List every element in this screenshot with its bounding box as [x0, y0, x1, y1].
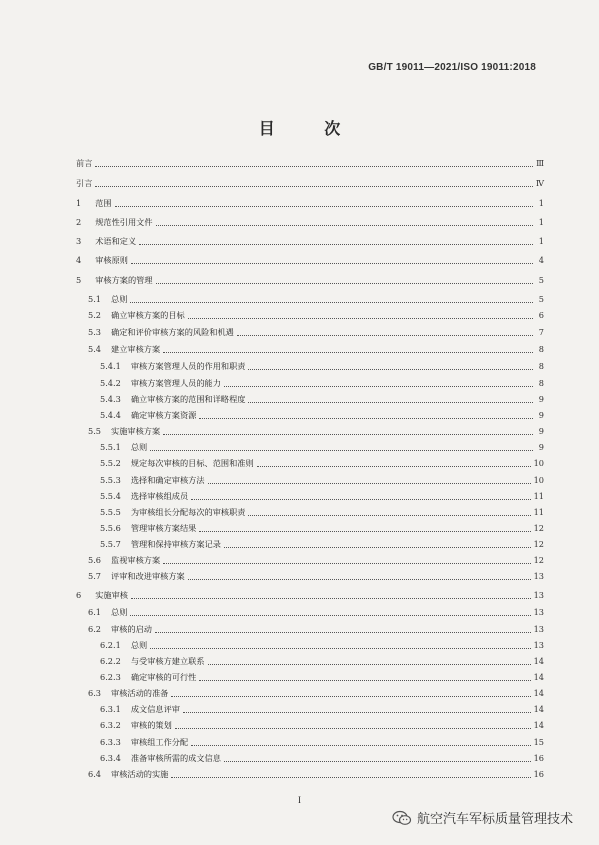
- toc-entry: [100, 454, 544, 472]
- toc-entry-title: 选择和确定审核方法: [130, 474, 205, 485]
- toc-entry-page: 13: [533, 624, 544, 634]
- toc-entry-page: 16: [533, 753, 544, 763]
- toc-entry: [76, 586, 544, 604]
- toc-entry-title: 评审和改进审核方案: [111, 570, 185, 581]
- toc-entry-number: 6.2.2: [100, 656, 121, 666]
- toc-entry: [88, 340, 544, 358]
- toc-entry-number: 6: [76, 590, 82, 600]
- toc-entry-page: 8: [538, 378, 544, 388]
- toc-leader-dots: [156, 217, 533, 226]
- toc-entry-title: 审核的启动: [111, 623, 152, 634]
- toc-entry: [88, 306, 544, 324]
- toc-leader-dots: [224, 539, 531, 548]
- toc-leader-dots: [208, 475, 531, 484]
- toc-entry-number: 6.2.1: [100, 640, 121, 650]
- toc-entry-page: 13: [533, 571, 544, 581]
- toc-entry-page: 1: [538, 217, 544, 227]
- toc-entry-number: 5.7: [88, 571, 102, 581]
- toc-entry-page: 8: [538, 344, 544, 354]
- toc-entry-number: 5.5.1: [100, 442, 121, 452]
- toc-entry-number: 3: [76, 236, 82, 246]
- toc-entry-title: 选择审核组成员: [130, 490, 189, 501]
- toc-entry: [76, 154, 544, 172]
- toc-entry: [88, 323, 544, 341]
- toc-leader-dots: [163, 555, 530, 564]
- toc-entry-number: 引言: [76, 177, 93, 188]
- toc-entry-page: 16: [533, 769, 544, 779]
- toc-entry-page: 14: [533, 656, 544, 666]
- toc-entry-title: 准备审核所需的成文信息: [130, 752, 221, 763]
- toc-entry-page: 6: [538, 310, 544, 320]
- toc-leader-dots: [175, 720, 531, 729]
- toc-entry-number: 5.3: [88, 327, 102, 337]
- toc-entry-number: 6.1: [88, 607, 102, 617]
- toc-entry: [88, 603, 544, 621]
- toc-entry-page: Ⅲ: [536, 158, 544, 168]
- toc-entry-number: 6.3.1: [100, 704, 121, 714]
- toc-entry-page: 8: [538, 361, 544, 371]
- toc-leader-dots: [248, 394, 533, 403]
- toc-entry-title: 术语和定义: [95, 235, 137, 246]
- toc-entry-title: 审核的策划: [130, 719, 172, 730]
- toc-entry-title: 确立审核方案的范围和详略程度: [130, 393, 246, 404]
- toc-entry-number: 5.5.4: [100, 491, 121, 501]
- toc-entry-title: 为审核组长分配每次的审核职责: [130, 506, 246, 517]
- toc-leader-dots: [224, 753, 531, 762]
- toc-entry-title: 建立审核方案: [111, 343, 161, 354]
- toc-entry-page: 9: [538, 426, 544, 436]
- toc-entry-page: 9: [538, 410, 544, 420]
- toc-entry-page: 10: [533, 458, 544, 468]
- toc-entry-number: 5.6: [88, 555, 102, 565]
- toc-entry-number: 6.2: [88, 624, 102, 634]
- toc-entry-title: 总则: [111, 606, 128, 617]
- toc-entry-page: 5: [538, 275, 544, 285]
- toc-entry-title: 成文信息评审: [130, 703, 180, 714]
- toc-leader-dots: [156, 275, 533, 284]
- toc-entry-title: 审核原则: [95, 254, 128, 265]
- toc-leader-dots: [208, 656, 531, 665]
- footer-watermark: [392, 808, 573, 827]
- toc-entry-number: 2: [76, 217, 82, 227]
- toc-entry: [76, 271, 544, 289]
- toc-entry-page: 9: [538, 442, 544, 452]
- toc-entry-number: 5.4.4: [100, 410, 121, 420]
- toc-entry-page: 13: [533, 590, 544, 600]
- toc-entry-number: 5.2: [88, 310, 102, 320]
- wechat-icon: [392, 810, 412, 826]
- toc-entry-page: 11: [533, 507, 544, 517]
- toc-entry-page: 1: [538, 236, 544, 246]
- toc-entry-title: 实施审核: [95, 589, 128, 600]
- toc-entry-title: 与受审核方建立联系: [130, 655, 205, 666]
- toc-entry-page: 12: [533, 539, 544, 549]
- toc-entry-number: 6.3.3: [100, 737, 121, 747]
- toc-entry-page: 13: [533, 607, 544, 617]
- toc-entry-page: 14: [533, 704, 544, 714]
- toc-entry-number: 6.3.2: [100, 720, 121, 730]
- toc-entry-number: 5.4.2: [100, 378, 121, 388]
- toc-entry-number: 6.3.4: [100, 753, 121, 763]
- toc-entry: [100, 357, 544, 375]
- toc-leader-dots: [183, 704, 531, 713]
- toc-entry-title: 确定审核的可行性: [130, 671, 197, 682]
- toc-entry-page: 1: [538, 198, 544, 208]
- toc-entry-page: 7: [538, 327, 544, 337]
- toc-leader-dots: [199, 410, 533, 419]
- toc-entry-title: 审核方案管理人员的作用和职责: [130, 360, 246, 371]
- toc-entry-number: 4: [76, 255, 82, 265]
- toc-entry-number: 5.4.1: [100, 361, 121, 371]
- toc-entry-page: 12: [533, 555, 544, 565]
- toc-leader-dots: [130, 607, 530, 616]
- toc-entry-page: 10: [533, 475, 544, 485]
- toc-entry-number: 5.5.5: [100, 507, 121, 517]
- toc-entry-page: 14: [533, 672, 544, 682]
- toc-leader-dots: [199, 672, 530, 681]
- toc-entry-page: 11: [533, 491, 544, 501]
- toc-entry-title: 确立审核方案的目标: [111, 309, 185, 320]
- toc-entry-page: 14: [533, 688, 544, 698]
- toc-entry-page: 14: [533, 720, 544, 730]
- toc-entry-page: Ⅳ: [535, 178, 544, 188]
- toc-entry-page: 12: [533, 523, 544, 533]
- toc-entry-number: 5.5.2: [100, 458, 121, 468]
- toc-entry-title: 管理和保持审核方案记录: [130, 538, 221, 549]
- toc-leader-dots: [191, 491, 530, 500]
- toc-entry-title: 总则: [130, 441, 148, 452]
- toc-leader-dots: [95, 178, 532, 187]
- footer-account-name: 航空汽车军标质量管理技术: [416, 812, 573, 827]
- toc-entry-title: 总则: [130, 639, 148, 650]
- toc-entry-number: 5.5: [88, 426, 102, 436]
- toc-entry: [76, 232, 544, 250]
- toc-leader-dots: [248, 361, 533, 370]
- toc-entry-title: 审核活动的实施: [111, 768, 169, 779]
- toc-entry-number: 1: [76, 198, 82, 208]
- toc-entry-page: 15: [533, 737, 544, 747]
- standard-code: GB/T 19011—2021/ISO 19011:2018: [368, 62, 536, 73]
- toc-entry-title: 规范性引用文件: [95, 216, 153, 227]
- toc-entry-number: 前言: [76, 157, 93, 168]
- toc-leader-dots: [115, 198, 533, 207]
- toc-entry-number: 5.5.6: [100, 523, 121, 533]
- toc-leader-dots: [131, 255, 533, 264]
- toc-leader-dots: [191, 737, 530, 746]
- toc-leader-dots: [248, 507, 530, 516]
- toc-leader-dots: [188, 310, 533, 319]
- toc-entry-number: 6.4: [88, 769, 102, 779]
- toc-entry-number: 6.3: [88, 688, 102, 698]
- toc-entry-number: 5.4: [88, 344, 102, 354]
- toc-leader-dots: [188, 571, 531, 580]
- toc-leader-dots: [224, 378, 533, 387]
- toc-entry: [88, 567, 544, 585]
- toc-entry-number: 5.1: [88, 294, 102, 304]
- toc-leader-dots: [163, 426, 533, 435]
- toc-entry-number: 5.5.3: [100, 475, 121, 485]
- toc-leader-dots: [237, 327, 533, 336]
- page-folio: I: [298, 795, 301, 805]
- toc-leader-dots: [95, 158, 533, 167]
- toc-entry-page: 4: [538, 255, 544, 265]
- toc-entry-title: 确定审核方案资源: [130, 409, 197, 420]
- toc-entry-page: 13: [533, 640, 544, 650]
- toc-entry-title: 总则: [111, 293, 128, 304]
- toc-entry-number: 5.4.3: [100, 394, 121, 404]
- toc-entry-title: 管理审核方案结果: [130, 522, 197, 533]
- toc-entry-title: 监视审核方案: [111, 554, 161, 565]
- toc-entry-title: 范围: [95, 197, 112, 208]
- toc-entry-number: 5.5.7: [100, 539, 121, 549]
- toc-entry-number: 6.2.3: [100, 672, 121, 682]
- toc-leader-dots: [155, 624, 531, 633]
- toc-entry: [88, 765, 544, 783]
- toc-leader-dots: [130, 294, 533, 303]
- toc-leader-dots: [257, 458, 531, 467]
- toc-leader-dots: [150, 640, 530, 649]
- toc-entry: [100, 716, 544, 734]
- toc-leader-dots: [131, 590, 531, 599]
- toc-entry: [76, 174, 544, 192]
- toc-entry-page: 9: [538, 394, 544, 404]
- toc-leader-dots: [150, 442, 533, 451]
- toc-entry: [76, 213, 544, 231]
- toc-entry-page: 5: [538, 294, 544, 304]
- toc-entry-number: 5: [76, 275, 82, 285]
- toc-leader-dots: [199, 523, 530, 532]
- toc-entry: [76, 251, 544, 269]
- toc-entry: [76, 194, 544, 212]
- toc-leader-dots: [171, 769, 530, 778]
- toc-entry-title: 审核方案管理人员的能力: [130, 377, 221, 388]
- toc-title: 目 次: [258, 119, 363, 138]
- toc-entry-title: 审核活动的准备: [111, 687, 169, 698]
- toc-leader-dots: [171, 688, 530, 697]
- toc-leader-dots: [139, 236, 533, 245]
- toc-leader-dots: [163, 344, 533, 353]
- toc-entry-title: 确定和评价审核方案的风险和机遇: [111, 326, 234, 337]
- toc-entry-title: 实施审核方案: [111, 425, 161, 436]
- toc-entry-title: 审核组工作分配: [130, 736, 189, 747]
- toc-entry-title: 审核方案的管理: [95, 274, 153, 285]
- toc-entry-title: 规定每次审核的目标、范围和准则: [130, 457, 254, 468]
